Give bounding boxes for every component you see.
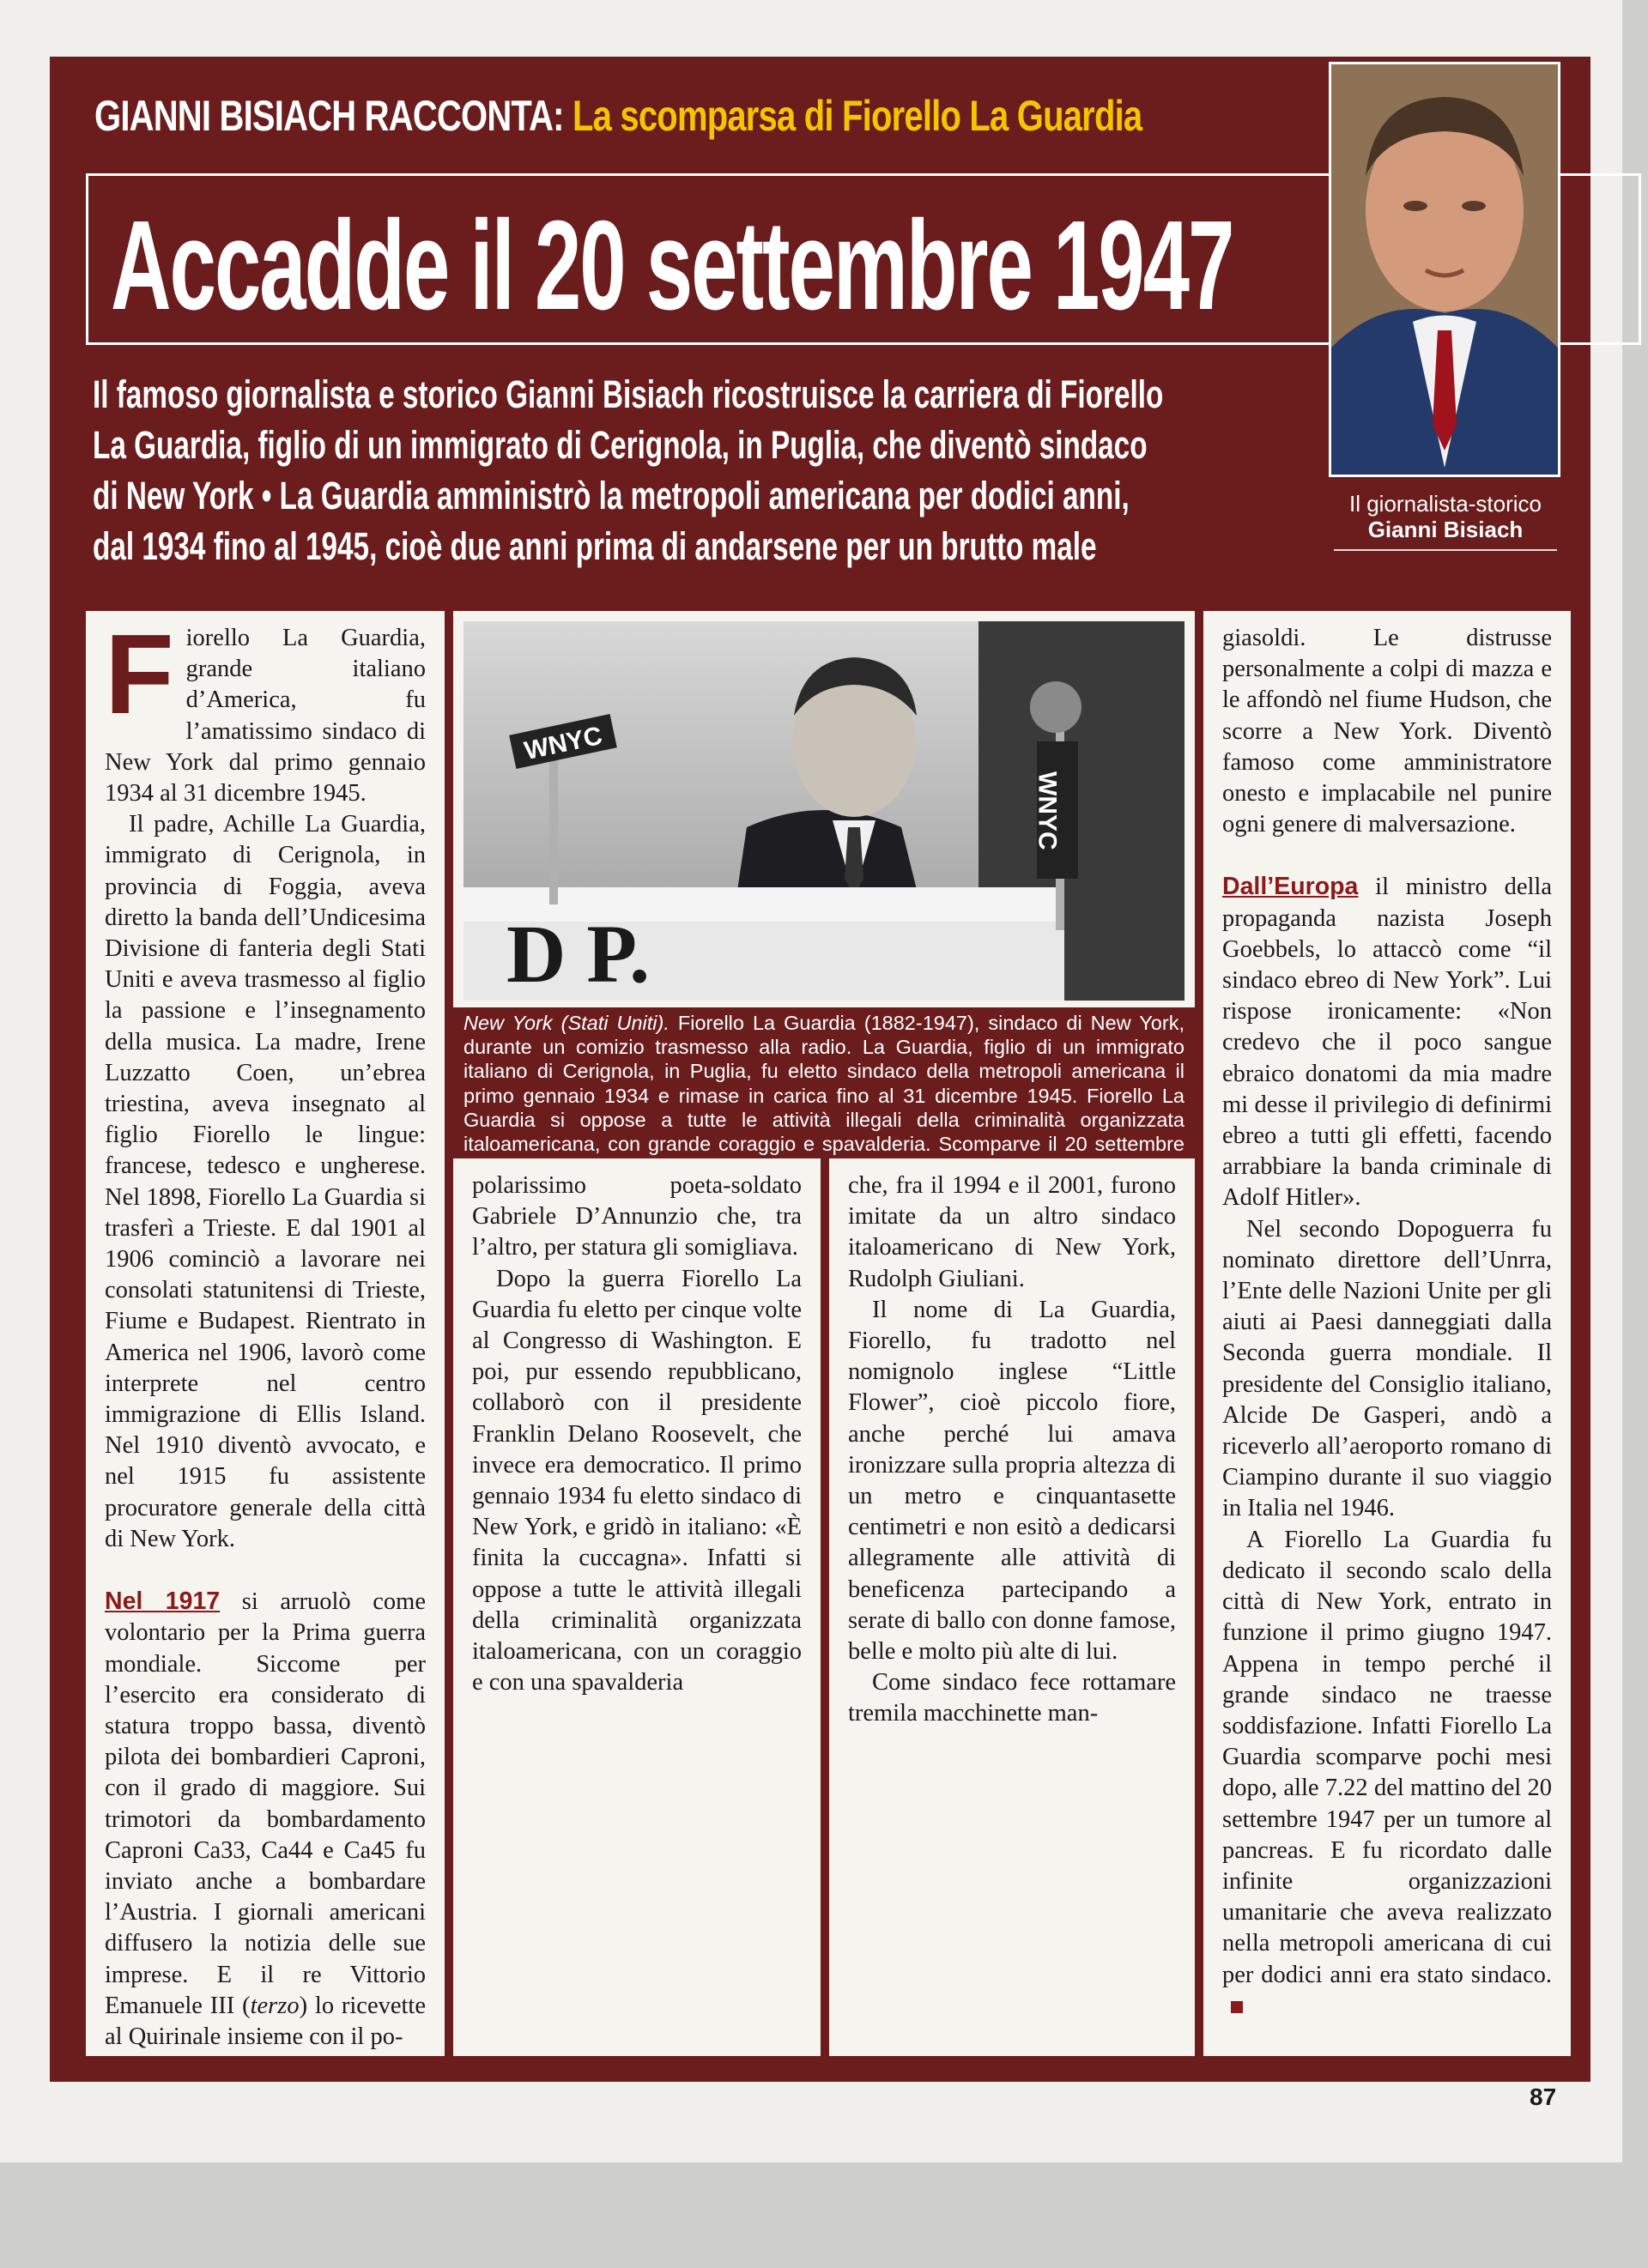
text-column-3 [829,1158,1195,2056]
text-column-4 [1203,611,1571,2056]
paragraph: Dopo la guerra Fiorello La Guardia fu eletto per cinque volte al Congresso di Washington. E poi, pur essendo repubblicano, collaborò con il presidente Franklin Delano Roosevelt, che invece era democratico. Il primo gennaio 1934 fu eletto sindaco di New York, e gridò in italiano: «È finita la cuccagna». Infatti si oppose a tutte le attività illegali della criminalità organizzata italoamericana, con un coraggio e con una spavalderia [472,1265,802,1696]
paragraph: Dall’Europa il ministro della propaganda nazista Joseph Goebbels, lo attaccò come “il sindaco ebreo di New York”. Lui rispose ironicamente: «Non credevo che il poco sangue ebraico donatomi da mia madre mi desse il privilegio di definirmi ebreo a tutti gli effetti, facendo arrabbiare la banda criminale di Adolf Hitler». [1222,873,1552,1212]
page-number: 87 [1530,2084,1557,2110]
photo-block [453,611,1195,1156]
author-portrait [1329,62,1560,477]
paragraph: A Fiorello La Guardia fu dedicato il secondo scalo della città di New York, entrato in funzione il primo giugno 1947. Appena in tempo perché il grande sindaco ne traesse soddisfazione. Infatti Fiorello La Guardia scomparve pochi mesi dopo, alle 7.22 del mattino del 20 settembre 1947 per un tumore al pancreas. E fu ricordato dalle infinite organizzazioni umanitarie che aveva realizzato nella metropoli americana di cui per dodici anni era stato sindaco. [1222,1525,1552,2022]
paragraph: Nel secondo Dopoguerra fu nominato direttore dell’Unrra, l’Ente delle Nazioni Unite per gli aiuti ai Paesi danneggiati dalla Seconda guerra mondiale. Il presidente del Consiglio italiano, Alcide De Gasperi, andò a riceverlo all’aeroporto romano di Ciampino durante il suo viaggio in Italia nel 1946. [1222,1215,1552,1522]
text-column-1 [86,611,445,2056]
photo-caption: New York (Stati Uniti). Fiorello La Guardia (1882-1947), sindaco di New York, durante un comizio trasmesso alla radio. La Guardia, figlio di un immigrato italiano di Cerignola, in Puglia, fu eletto sindaco della metropoli americana il primo gennaio 1934 e rimase in carica fino al 31 dicembre 1945. Fiorello La Guardia si oppose a tutte le attività illegali della criminalità organizzata italoamericana, con grande coraggio e spavalderia. Scomparve il 20 settembre [453,1007,1195,1187]
deck-line: di New York • La Guardia amministrò la metropoli americana per dodici anni, [93,474,1130,517]
text-column-2 [453,1158,821,2056]
deck-line: dal 1934 fino al 1945, cioè due anni prima di andarsene per un brutto male [93,524,1097,568]
podium-letters: D P. [506,908,651,1000]
kicker-topic: La scomparsa di Fiorello La Guardia [573,92,1142,140]
photo-illustration [464,621,1184,1001]
paragraph: Il padre, Achille La Guardia, immigrato di Cerignola, in provincia di Foggia, aveva diretto la banda dell’Undicesima Divisione di fanteria degli Stati Uniti e aveva trasmesso al figlio la passione e l’insegnamento della musica. La madre, Irene Luzzatto Coen, un’ebrea triestina, aveva insegnato al figlio Fiorello le lingue: francese, tedesco e ungherese. Nel 1898, Fiorello La Guardia si trasferì a Trieste. E dal 1901 al 1906 cominciò a lavorare nei consolati statunitensi di Trieste, Fiume e Budapest. Rientrato in America nel 1906, lavorò come interprete nel centro immigrazione di Ellis Island. Nel 1910 diventò avvocato, e nel 1915 fu assistente procuratore generale della città di New York. [105,811,426,1552]
mic-label-right: WNYC [1033,771,1062,850]
paragraph: giasoldi. Le distrusse personalmente a colpi di mazza e le affondò nel fiume Hudson, che scorre a New York. Diventò famoso come amministratore onesto e implacabile nel punire ogni genere di malversazione. [1222,625,1552,838]
paragraph: che, fra il 1994 e il 2001, furono imitate da un altro sindaco italoamericano di New York, Rudolph Giuliani. [848,1172,1176,1292]
article-frame [50,57,1590,2082]
deck-line: La Guardia, figlio di un immigrato di Cerignola, in Puglia, che diventò sindaco [93,423,1148,467]
drop-cap: F [105,611,174,737]
portrait-caption-role: Il giornalista-storico [1349,491,1542,517]
mic-label-left: WNYC [522,721,605,766]
article-title: Accadde il 20 settembre 1947 [111,195,1233,336]
paragraph: Il nome di La Guardia, Fiorello, fu tradotto nel nomignolo inglese “Little Flower”, cioè piccolo fiore, anche perché lui amava ironizzare sulla propria altezza di un metro e cinquantasette centimetri e non esitò a dedicarsi allegramente alle attività di beneficenza partecipando a serate di ballo con donne famose, belle e molto più alte di lui. [848,1296,1176,1666]
kicker-author: GIANNI BISIACH RACCONTA: [94,92,564,140]
article-kicker [94,91,1142,141]
section-lead: Dall’Europa [1222,873,1359,901]
paragraph: Fiorello La Guardia, grande italiano d’America, fu l’amatissimo sindaco di New York dal primo gennaio 1934 al 31 dicembre 1945. [105,611,426,807]
caption-rule [1334,549,1557,551]
la-guardia-photo [464,621,1184,1001]
article-deck [93,369,1346,572]
paragraph: Come sindaco fece rottamare tremila macchinette man- [848,1669,1176,1727]
deck-line: Il famoso giornalista e storico Gianni Bisiach ricostruisce la carriera di Fiorello [93,372,1164,416]
paragraph: polarissimo poeta-soldato Gabriele D’Annunzio che, tra l’altro, per statura gli somigliava. [472,1172,802,1261]
portrait-illustration [1331,64,1558,475]
portrait-caption [1317,491,1574,551]
end-mark [1231,2001,1243,2013]
paragraph: Nel 1917 si arruolò come volontario per la Prima guerra mondiale. Siccome per l’esercito era considerato di statura troppo bassa, diventò pilota dei bombardieri Caproni, con il grado di maggiore. Sui trimotori da bombardamento Caproni Ca33, Ca44 e Ca45 fu inviato anche a bombardare l’Austria. I giornali americani diffusero la notizia delle sue imprese. E il re Vittorio Emanuele III (terzo) lo ricevette al Quirinale insieme con il po- [105,1588,426,2050]
section-lead: Nel 1917 [105,1588,221,1616]
portrait-caption-name: Gianni Bisiach [1367,517,1524,542]
